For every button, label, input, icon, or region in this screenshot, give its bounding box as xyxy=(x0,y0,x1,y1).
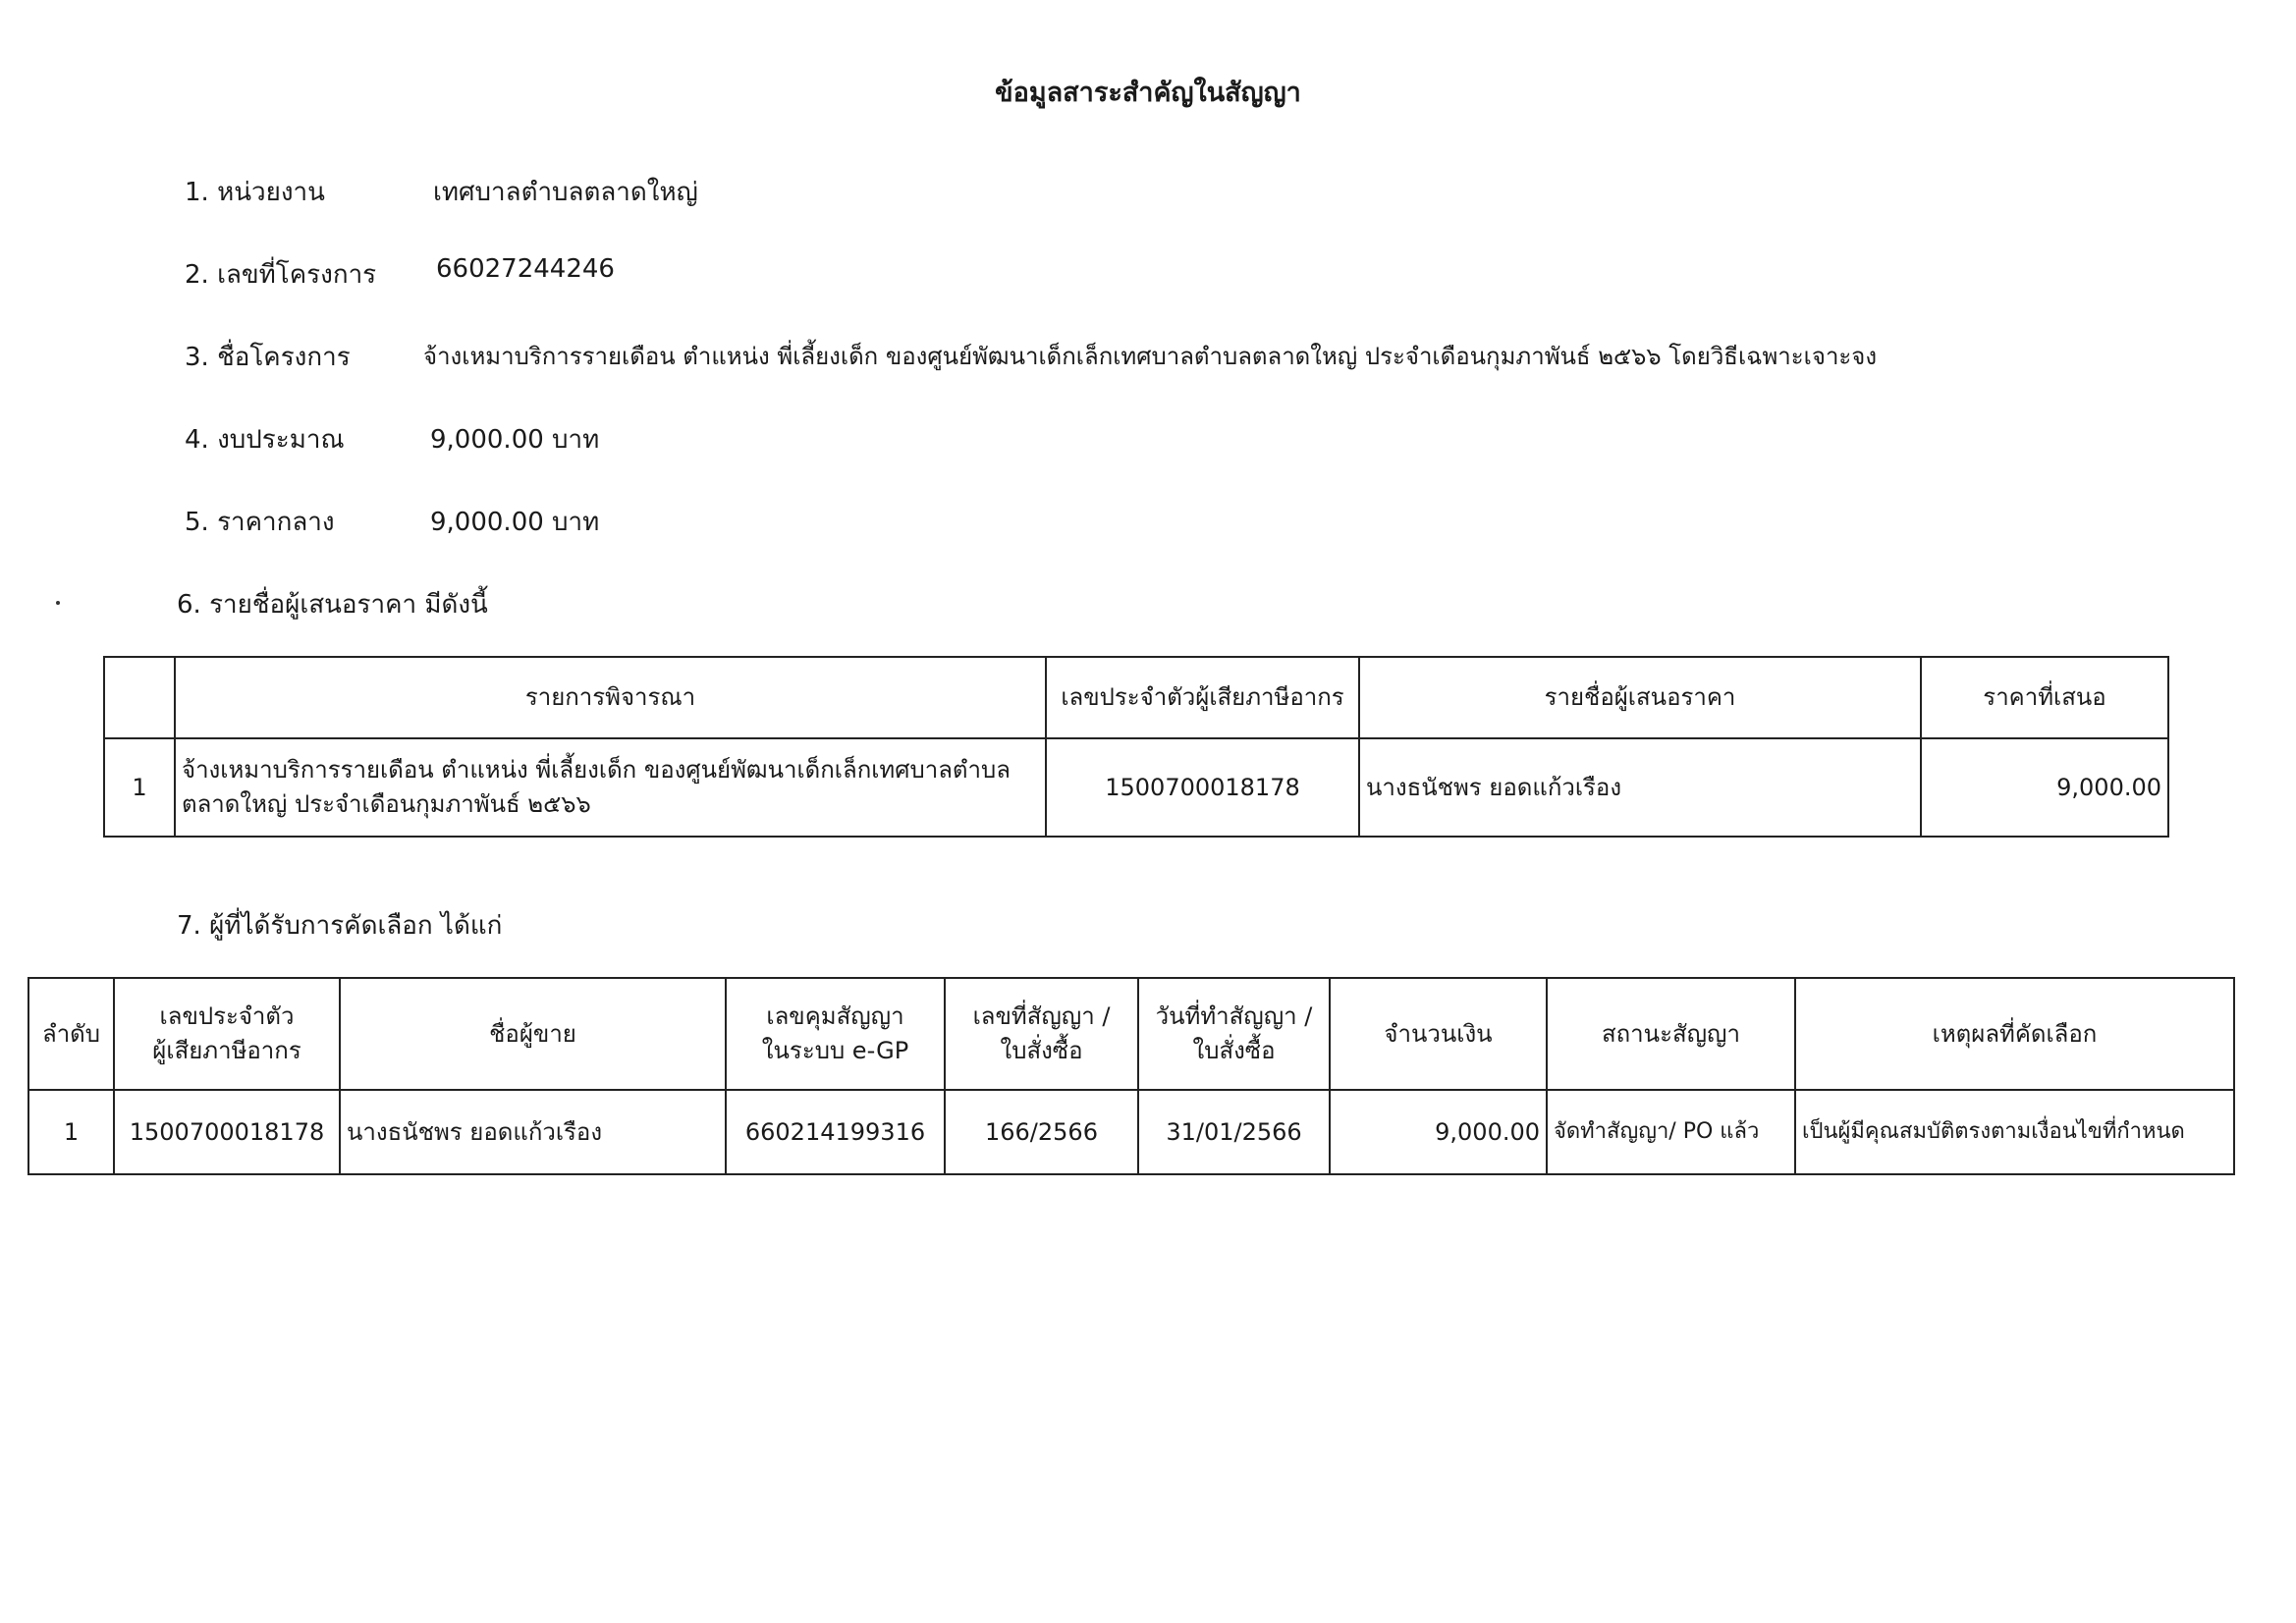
cell-contract-date: 31/01/2566 xyxy=(1138,1090,1330,1174)
col-header-egp xyxy=(726,978,945,1090)
cell-amount: 9,000.00 xyxy=(1330,1090,1547,1174)
header-line: เลขประจำตัว xyxy=(159,1002,295,1031)
field-agency xyxy=(185,172,698,212)
field-median-price xyxy=(185,502,599,542)
table-row xyxy=(28,1090,2234,1174)
table-header-row xyxy=(28,978,2234,1090)
col-header-contract-no xyxy=(945,978,1138,1090)
header-line: ใบสั่งซื้อ xyxy=(1192,1037,1276,1064)
scan-dot xyxy=(56,601,60,605)
field-project-number xyxy=(185,254,615,295)
field-value: 9,000.00 บาท xyxy=(430,508,600,537)
page-title: ข้อมูลสาระสำคัญในสัญญา xyxy=(995,78,1301,108)
field-label: 1. หน่วยงาน xyxy=(185,178,325,207)
cell-tax-id: 1500700018178 xyxy=(1046,738,1359,837)
field-budget xyxy=(185,419,599,460)
header-line: ในระบบ e-GP xyxy=(761,1037,909,1064)
field-value: จ้างเหมาบริการรายเดือน ตำแหน่ง พี่เลี้ยงเด็ก ของศูนย์พัฒนาเด็กเล็กเทศบาลตำบลตลาดใหญ่ ประจำเดือนกุมภาพันธ์ ๒๕๖๖ โดยวิธีเฉพาะเจาะจง xyxy=(423,343,1878,370)
header-line: ผู้เสียภาษีอากร xyxy=(152,1037,301,1064)
col-header-item: รายการพิจารณา xyxy=(175,657,1046,738)
header-line: เลขคุมสัญญา xyxy=(766,1002,904,1031)
selected-vendor-table xyxy=(27,977,2235,1175)
cell-egp-no: 660214199316 xyxy=(726,1090,945,1174)
col-header-reason: เหตุผลที่คัดเลือก xyxy=(1795,978,2234,1090)
cell-tax-id: 1500700018178 xyxy=(114,1090,340,1174)
field-label: 5. ราคากลาง xyxy=(185,508,335,537)
cell-no: 1 xyxy=(28,1090,114,1174)
header-line: ใบสั่งซื้อ xyxy=(1000,1037,1083,1064)
cell-bidder: นางธนัชพร ยอดแก้วเรือง xyxy=(1359,738,1921,837)
bidders-table xyxy=(103,656,2169,838)
col-header-tax-id: เลขประจำตัวผู้เสียภาษีอากร xyxy=(1046,657,1359,738)
cell-price: 9,000.00 xyxy=(1921,738,2168,837)
field-value: เทศบาลตำบลตลาดใหญ่ xyxy=(433,178,698,207)
field-value: 9,000.00 บาท xyxy=(430,425,600,455)
cell-reason: เป็นผู้มีคุณสมบัติตรงตามเงื่อนไขที่กำหนด xyxy=(1795,1090,2234,1174)
field-label: 4. งบประมาณ xyxy=(185,425,345,455)
col-header-status: สถานะสัญญา xyxy=(1547,978,1795,1090)
col-header-no: ลำดับ xyxy=(28,978,114,1090)
section6-heading: 6. รายชื่อผู้เสนอราคา มีดังนี้ xyxy=(177,590,488,620)
table-row xyxy=(104,738,2168,837)
col-header-seller: ชื่อผู้ขาย xyxy=(340,978,726,1090)
field-project-name xyxy=(185,337,1877,377)
col-header-contract-date xyxy=(1138,978,1330,1090)
field-label: 3. ชื่อโครงการ xyxy=(185,343,351,372)
cell-no: 1 xyxy=(104,738,175,837)
section7-heading: 7. ผู้ที่ได้รับการคัดเลือก ได้แก่ xyxy=(177,911,503,941)
col-header-no xyxy=(104,657,175,738)
cell-contract-no: 166/2566 xyxy=(945,1090,1138,1174)
col-header-price: ราคาที่เสนอ xyxy=(1921,657,2168,738)
col-header-amount: จำนวนเงิน xyxy=(1330,978,1547,1090)
cell-status: จัดทำสัญญา/ PO แล้ว xyxy=(1547,1090,1795,1174)
table-header-row xyxy=(104,657,2168,738)
cell-seller: นางธนัชพร ยอดแก้วเรือง xyxy=(340,1090,726,1174)
field-value: 66027244246 xyxy=(436,254,615,284)
col-header-tax-id xyxy=(114,978,340,1090)
header-line: เลขที่สัญญา / xyxy=(972,1002,1111,1031)
header-line: วันที่ทำสัญญา / xyxy=(1155,1002,1313,1031)
col-header-bidder: รายชื่อผู้เสนอราคา xyxy=(1359,657,1921,738)
field-label: 2. เลขที่โครงการ xyxy=(185,260,377,290)
cell-item: จ้างเหมาบริการรายเดือน ตำแหน่ง พี่เลี้ยงเด็ก ของศูนย์พัฒนาเด็กเล็กเทศบาลตำบลตลาดใหญ่ ประจำเดือนกุมภาพันธ์ ๒๕๖๖ xyxy=(175,738,1046,837)
